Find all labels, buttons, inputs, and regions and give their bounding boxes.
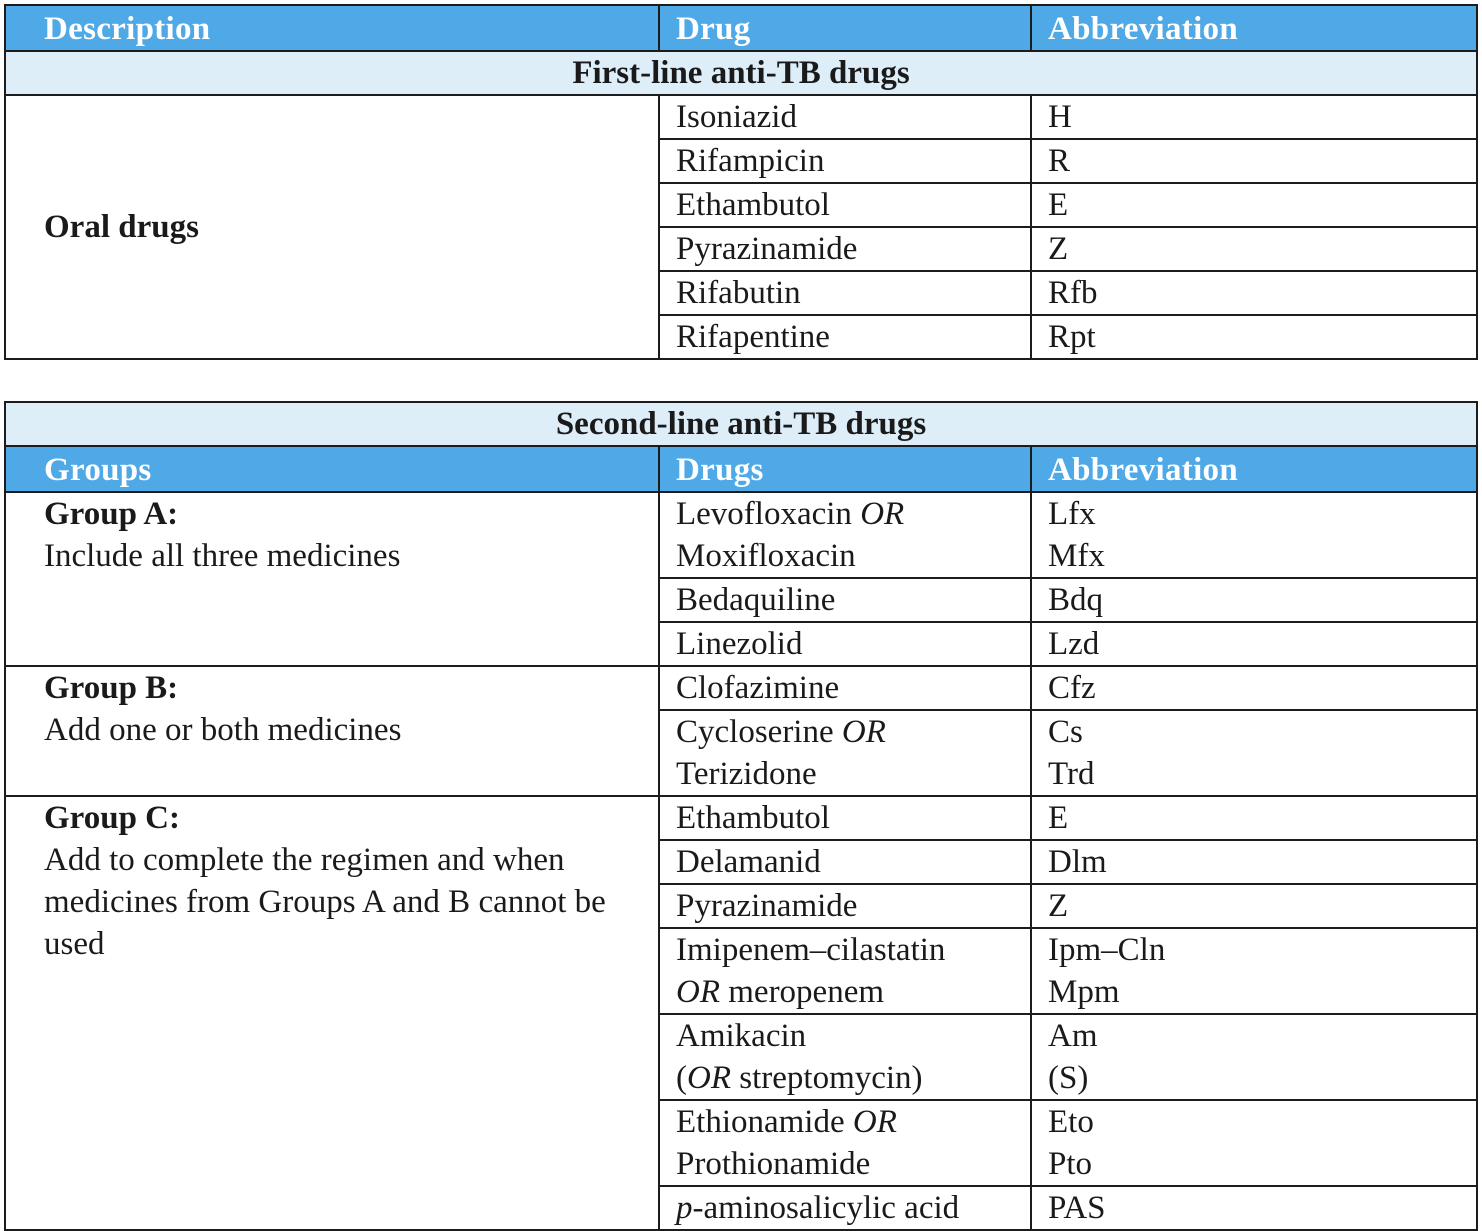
drug-abbreviation: Bdq	[1031, 578, 1477, 622]
first-line-section-row	[5, 51, 1477, 95]
group-a-cell	[5, 492, 659, 666]
drug-name	[659, 710, 1031, 796]
second-line-table	[4, 401, 1478, 1231]
drug-abbreviation	[1031, 1100, 1477, 1186]
abbreviation-line: Mfx	[1048, 538, 1105, 574]
second-line-section-row	[5, 402, 1477, 446]
drug-name-line: Levofloxacin	[676, 496, 852, 532]
abbreviation-line: Lfx	[1048, 496, 1096, 532]
abbreviation-line: Trd	[1048, 756, 1095, 792]
drug-abbreviation	[1031, 710, 1477, 796]
header-abbreviation: Abbreviation	[1031, 5, 1477, 51]
drug-abbreviation: Z	[1031, 227, 1477, 271]
drug-name-line: Terizidone	[676, 756, 817, 792]
drug-name: Pyrazinamide	[659, 884, 1031, 928]
group-c-title: Group C:	[44, 800, 180, 836]
drug-name-line: Moxifloxacin	[676, 538, 856, 574]
abbreviation-line: Cs	[1048, 714, 1083, 750]
drug-abbreviation: PAS	[1031, 1186, 1477, 1230]
or-connector: OR	[687, 1060, 731, 1096]
abbreviation-line: Mpm	[1048, 974, 1120, 1010]
table-row	[5, 796, 1477, 840]
drug-abbreviation: Cfz	[1031, 666, 1477, 710]
drug-name	[659, 1014, 1031, 1100]
drug-name: Linezolid	[659, 622, 1031, 666]
drug-name: Clofazimine	[659, 666, 1031, 710]
drug-abbreviation: Lzd	[1031, 622, 1477, 666]
paren-open: (	[676, 1060, 687, 1096]
group-a-description: Include all three medicines	[44, 538, 401, 574]
abbreviation-line: Ipm–Cln	[1048, 932, 1166, 968]
drug-abbreviation: H	[1031, 95, 1477, 139]
drug-name-line: streptomycin)	[739, 1060, 923, 1096]
drug-name: Pyrazinamide	[659, 227, 1031, 271]
or-connector: OR	[676, 974, 720, 1010]
drug-abbreviation	[1031, 928, 1477, 1014]
drug-abbreviation	[1031, 1014, 1477, 1100]
or-connector: OR	[852, 1104, 897, 1140]
or-connector: OR	[860, 496, 905, 532]
drug-abbreviation: E	[1031, 796, 1477, 840]
group-b-cell	[5, 666, 659, 796]
drug-name-line: Amikacin	[676, 1018, 807, 1054]
or-connector: OR	[841, 714, 886, 750]
drug-name: Rifabutin	[659, 271, 1031, 315]
drug-abbreviation	[1031, 492, 1477, 578]
group-b-description: Add one or both medicines	[44, 712, 402, 748]
drug-abbreviation: Rpt	[1031, 315, 1477, 359]
header-description: Description	[5, 5, 659, 51]
group-a-title: Group A:	[44, 496, 179, 532]
abbreviation-line: Eto	[1048, 1104, 1094, 1140]
drug-name: Delamanid	[659, 840, 1031, 884]
drug-name-line: -aminosalicylic acid	[692, 1190, 960, 1226]
drug-name: Rifapentine	[659, 315, 1031, 359]
drug-name: Ethambutol	[659, 183, 1031, 227]
drug-name-line: meropenem	[728, 974, 885, 1010]
drug-name: Bedaquiline	[659, 578, 1031, 622]
table-row	[5, 492, 1477, 578]
header-drug: Drug	[659, 5, 1031, 51]
drug-name	[659, 928, 1031, 1014]
drug-name	[659, 1186, 1031, 1230]
drug-abbreviation: E	[1031, 183, 1477, 227]
group-b-title: Group B:	[44, 670, 179, 706]
first-line-section-title: First-line anti-TB drugs	[5, 51, 1477, 95]
header-abbreviation: Abbreviation	[1031, 446, 1477, 492]
abbreviation-line: Pto	[1048, 1146, 1093, 1182]
drug-name: Isoniazid	[659, 95, 1031, 139]
drug-abbreviation: R	[1031, 139, 1477, 183]
table-row	[5, 666, 1477, 710]
oral-drugs-label: Oral drugs	[5, 95, 659, 359]
drug-name-line: Imipenem–cilastatin	[676, 932, 946, 968]
drug-abbreviation: Z	[1031, 884, 1477, 928]
header-groups: Groups	[5, 446, 659, 492]
group-c-cell	[5, 796, 659, 1230]
drug-name	[659, 492, 1031, 578]
first-table-header-row	[5, 5, 1477, 51]
drug-abbreviation: Dlm	[1031, 840, 1477, 884]
drug-name-line: Ethionamide	[676, 1104, 845, 1140]
header-drugs: Drugs	[659, 446, 1031, 492]
first-line-table	[4, 4, 1478, 360]
drug-prefix: p	[676, 1190, 693, 1226]
second-line-section-title: Second-line anti-TB drugs	[5, 402, 1477, 446]
drug-name: Ethambutol	[659, 796, 1031, 840]
table-row	[5, 95, 1477, 139]
drug-name-line: Prothionamide	[676, 1146, 871, 1182]
drug-abbreviation: Rfb	[1031, 271, 1477, 315]
drug-name	[659, 1100, 1031, 1186]
second-table-header-row	[5, 446, 1477, 492]
drug-name-line: Cycloserine	[676, 714, 834, 750]
abbreviation-line: Am	[1048, 1018, 1098, 1054]
group-c-description: Add to complete the regimen and when medicines from Groups A and B cannot be used	[44, 842, 606, 962]
abbreviation-line: (S)	[1048, 1060, 1089, 1096]
drug-name: Rifampicin	[659, 139, 1031, 183]
